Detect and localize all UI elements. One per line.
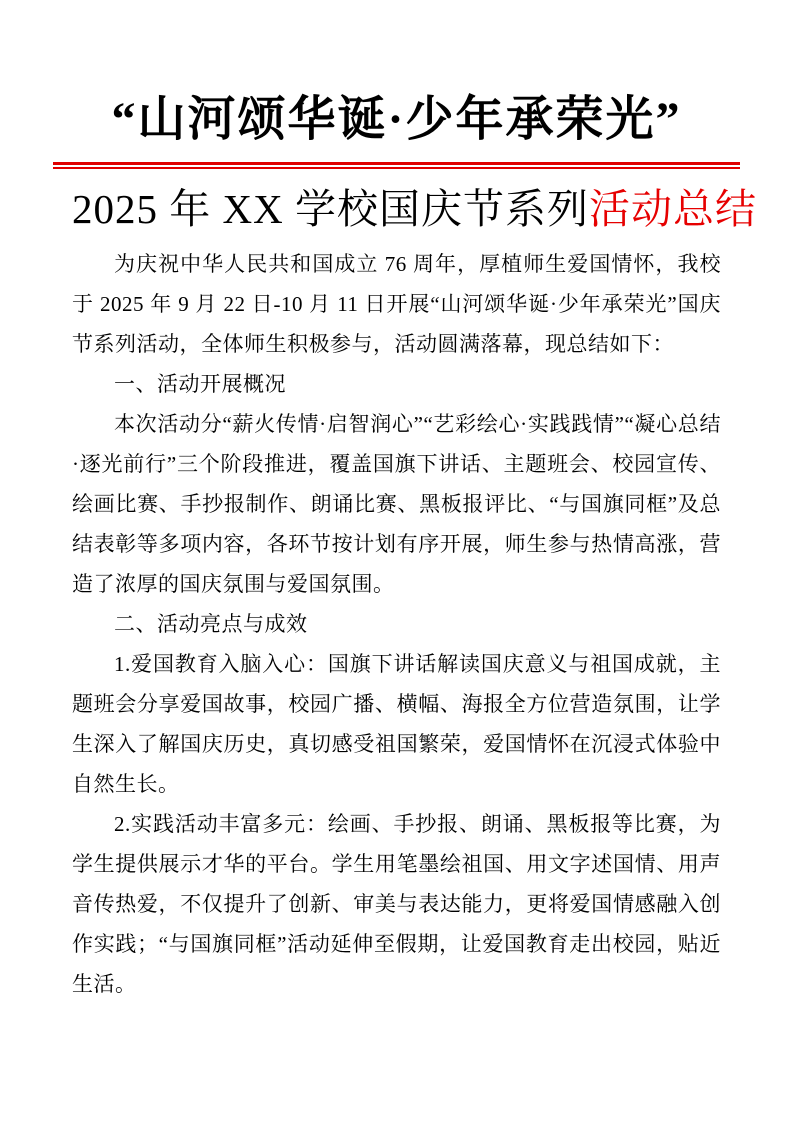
paragraph-overview: 本次活动分“薪火传情·启智润心”“艺彩绘心·实践践情”“凝心总结·逐光前行”三个阶段推进，覆盖国旗下讲话、主题班会、校园宣传、绘画比赛、手抄报制作、朗诵比赛、黑板报评比、“与国旗同框”及总结表彰等多项内容，各环节按计划有序开展，师生参与热情高涨，营造了浓厚的国庆氛围与爱国氛围。 [72,412,721,596]
underline-bottom-rule [53,167,740,169]
document-body [72,244,721,1004]
title-underline-double-red [53,162,740,169]
paragraph-highlight-1: 1.爱国教育入脑入心：国旗下讲话解读国庆意义与祖国成就，主题班会分享爱国故事，校园广播、横幅、海报全方位营造氛围，让学生深入了解国庆历史，真切感受祖国繁荣，爱国情怀在沉浸式体验中自然生长。 [72,652,721,796]
paragraph-intro: 为庆祝中华人民共和国成立 76 周年，厚植师生爱国情怀，我校于 2025 年 9 月 22 日-10 月 11 日开展“山河颂华诞·少年承荣光”国庆节系列活动，全体师生积极参与，活动圆满落幕，现总结如下： [72,252,721,356]
subtitle-red-text: 活动总结 [588,186,757,232]
section-heading-overview: 一、活动开展概况 [114,372,286,396]
subtitle [72,183,757,235]
section-heading-highlights: 二、活动亮点与成效 [114,612,308,636]
subtitle-black-text: 2025 年 XX 学校国庆节系列 [72,186,589,232]
paragraph-highlight-2: 2.实践活动丰富多元：绘画、手抄报、朗诵、黑板报等比赛，为学生提供展示才华的平台。学生用笔墨绘祖国、用文字述国情、用声音传热爱，不仅提升了创新、审美与表达能力，更将爱国情感融入创作实践；“与国旗同框”活动延伸至假期，让爱国教育走出校园，贴近生活。 [72,812,721,996]
main-title: “山河颂华诞·少年承荣光” [111,93,682,146]
